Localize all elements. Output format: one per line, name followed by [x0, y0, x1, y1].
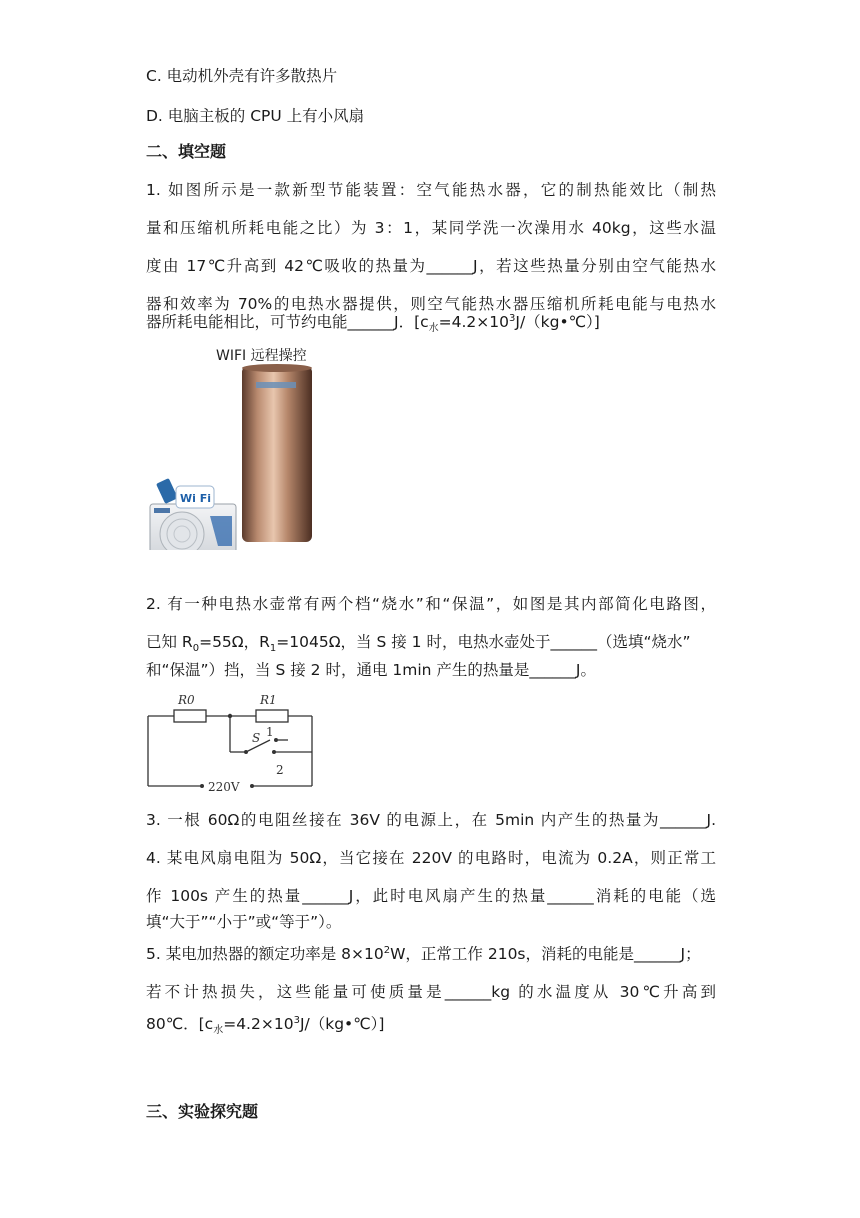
q2-line-2: 已知 $R_0=55\Omega$，$R_1=1045\Omega$，当 S 接 1 时，电热水壶处于______（选填“烧水” — [146, 633, 691, 655]
q1-line-5: 器所耗电能相比，可节约电能______J．$[c_水=4.2\times 10^3J/(kg•℃)]$ — [146, 312, 600, 335]
q1-figure — [146, 340, 346, 550]
q5-line-3: 80℃．$[c_水=4.2\times 10^3J/(kg•℃)]$ — [146, 1014, 385, 1037]
resistor-r1 — [256, 710, 288, 722]
q5-line-2: 若不计热损失，这些能量可使质量是______kg 的水温度从 30℃升高到 — [146, 983, 716, 1001]
q1-line-4: 器和效率为 70%的电热水器提供，则空气能热水器压缩机所耗电能与电热水 — [146, 295, 716, 313]
q2-line-1: 2. 有一种电热水壶常有两个档“烧水”和“保温”，如图是其内部简化电路图， — [146, 595, 716, 613]
label-voltage: 220V — [208, 780, 240, 794]
label-contact-2: 2 — [276, 763, 284, 777]
label-r0: R0 — [178, 693, 195, 707]
q4-line-1: 4. 某电风扇电阻为 50Ω，当它接在 220V 的电路时，电流为 0.2A，则正常工 — [146, 849, 716, 867]
label-r1: R1 — [260, 693, 277, 707]
label-switch: S — [252, 731, 261, 745]
section-fill-heading: 二、填空题 — [146, 142, 227, 161]
q2-line-3: 和“保温”）挡，当 S 接 2 时，通电 1min 产生的热量是______J。 — [146, 661, 596, 679]
q1-line-2: 量和压缩机所耗电能之比）为 3：1，某同学洗一次澡用水 40kg，这些水温 — [146, 219, 716, 237]
q4-line-2: 作 100s 产生的热量______J，此时电风扇产生的热量______消耗的电能（选 — [146, 887, 716, 905]
section-experiment-heading: 三、实验探究题 — [146, 1102, 259, 1121]
q1-figure-label: WIFI 远程操控 — [216, 348, 307, 364]
wifi-icon-label: Wi Fi — [180, 492, 212, 505]
tank-logo — [256, 382, 296, 388]
water-heater-image — [146, 340, 346, 550]
q4-line-3: 填“大于”“小于”或“等于”）。 — [146, 913, 342, 931]
q2-circuit — [140, 690, 330, 800]
option-d: D. 电脑主板的 CPU 上有小风扇 — [146, 107, 365, 125]
resistor-r0 — [174, 710, 206, 722]
phone-icon — [156, 478, 178, 504]
q3-line: 3. 一根 60Ω的电阻丝接在 36V 的电源上，在 5min 内产生的热量为______J. — [146, 811, 716, 829]
q1-line-3: 度由 17℃升高到 42℃吸收的热量为______J，若这些热量分别由空气能热水 — [146, 257, 716, 275]
circuit-diagram — [140, 690, 330, 800]
tank-body — [242, 366, 312, 542]
q5-line-1: 5. 某电加热器的额定功率是 $8\times 10^2W$，正常工作 210s，消耗的电能是______J； — [146, 944, 701, 963]
q1-line-1: 1. 如图所示是一款新型节能装置：空气能热水器，它的制热能效比（制热 — [146, 181, 716, 199]
label-contact-1: 1 — [266, 725, 274, 739]
option-c: C. 电动机外壳有许多散热片 — [146, 67, 338, 85]
fan-grille — [160, 512, 204, 550]
